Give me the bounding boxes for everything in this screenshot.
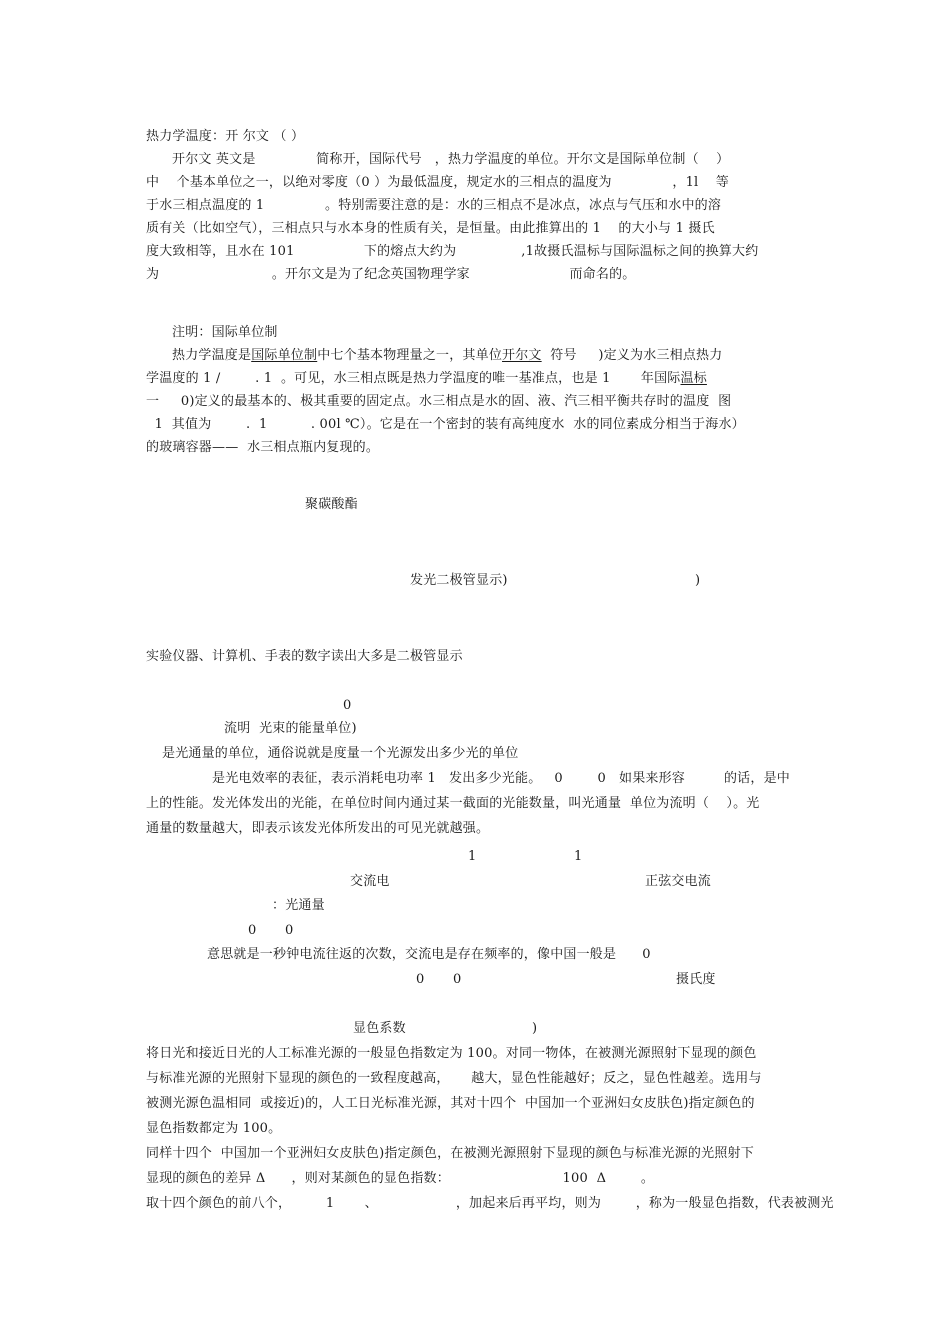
note-line-2-a: 学温度的 1 / . 1 。可见，水三相点既是热力学温度的唯一基准点，也是 1 年国际	[146, 371, 681, 386]
kelvin-line-4: 质有关（比如空气），三相点只与水本身的性质有关，是恒量。由此推算出的 1 的大小与 1 摄氏	[146, 221, 715, 236]
led-desc: 实验仪器、计算机、手表的数字读出大多是二极管显示	[146, 649, 463, 664]
luminous-flux-label: ：光通量	[272, 898, 325, 913]
link-kelvin[interactable]: 开尔文	[502, 348, 542, 363]
kelvin-line-3: 于水三相点温度的 1 。特别需要注意的是：水的三相点不是冰点，冰点与气压和水中的溶	[146, 198, 722, 213]
note-line-1-b: 中七个基本物理量之一，其单位	[317, 348, 503, 363]
kelvin-line-2: 中 个基本单位之一，以绝对零度（0 ）为最低温度，规定水的三相点的温度为 ，1l 等	[146, 175, 729, 190]
note-line-3: 一 0)定义的最基本的、极其重要的固定点。水三相点是水的固、液、汽三相平衡共存时的温度 图	[146, 394, 732, 409]
ac-desc: 意思就是一秒钟电流往返的次数，交流电是存在频率的，像中国一般是 0	[207, 947, 651, 962]
cri-title-paren: )	[532, 1021, 538, 1036]
ac-label: 交流电	[350, 874, 390, 889]
ac-zero-a: 0	[248, 923, 257, 938]
cri-line-3: 被测光源色温相同 或接近)的，人工日光标准光源，其对十四个 中国加一个亚洲妇女皮肤色)指定颜色的	[146, 1096, 755, 1111]
led-title: 发光二极管显示)	[410, 573, 508, 588]
lumen-line-4: 通量的数量越大，即表示该发光体所发出的可见光就越强。	[146, 821, 490, 836]
kelvin-line-1: 开尔文 英文是 简称开，国际代号 ，热力学温度的单位。开尔文是国际单位制（ ）	[172, 152, 730, 167]
note-line-5: 的玻璃容器—— 水三相点瓶内复现的。	[146, 440, 380, 455]
kelvin-line-5: 度大致相等，且水在 101 下的熔点大约为 ,1故摄氏温标与国际温标之间的换算大约	[146, 244, 759, 259]
polycarbonate-label: 聚碳酸酯	[305, 497, 358, 512]
link-temperature-scale[interactable]: 温标	[680, 371, 707, 386]
lumen-title: 流明 光束的能量单位)	[224, 721, 357, 736]
lumen-line-1: 是光通量的单位，通俗说就是度量一个光源发出多少光的单位	[162, 746, 519, 761]
cri-line-5: 同样十四个 中国加一个亚洲妇女皮肤色)指定颜色，在被测光源照射下显现的颜色与标准光源的光照射下	[146, 1146, 754, 1161]
note-line-1	[172, 347, 722, 365]
note-line-4: 1 其值为 . 1 . 00l ℃）。它是在一个密封的装有高纯度水 水的同位素成分相当于海水）	[146, 417, 745, 432]
cri-line-7: 取十四个颜色的前八个， 1 、 ，加起来后再平均，则为 ，称为一般显色指数，代表被测光	[146, 1196, 834, 1211]
cri-line-6: 显现的颜色的差异 Δ ，则对某颜色的显色指数： 100 Δ 。	[146, 1171, 655, 1186]
ac-zero-b: 0	[285, 923, 294, 938]
cri-line-2: 与标准光源的光照射下显现的颜色的一致程度越高， 越大，显色性能越好；反之，显色性越差。选用与	[146, 1071, 762, 1086]
lumen-one-b: 1	[574, 849, 583, 864]
ac-zero-d: 0	[453, 972, 462, 987]
lumen-line-2: 是光电效率的表征，表示消耗电功率 1 发出多少光能。 0 0 如果来形容 的话，是中	[212, 771, 790, 786]
lumen-line-3: 上的性能。发光体发出的光能，在单位时间内通过某一截面的光能数量，叫光通量 单位为流明（ ）。光	[146, 796, 760, 811]
link-si-units[interactable]: 国际单位制	[251, 348, 318, 363]
cri-line-1: 将日光和接近日光的人工标准光源的一般显色指数定为 100。对同一物体，在被测光源照射下显现的颜色	[146, 1046, 757, 1061]
cri-title: 显色系数	[353, 1021, 406, 1036]
lumen-one-a: 1	[468, 849, 477, 864]
ac-zero-c: 0	[416, 972, 425, 987]
note-line-2	[146, 370, 707, 388]
sine-ac-label: 正弦交电流	[645, 874, 712, 889]
kelvin-line-6: 为 。开尔文是为了纪念英国物理学家 而命名的。	[146, 267, 636, 282]
note-title: 注明：国际单位制	[172, 325, 278, 340]
celsius-label: 摄氏度	[676, 972, 716, 987]
led-title-paren: )	[695, 573, 701, 588]
kelvin-title: 热力学温度：开 尔文 （ ）	[146, 129, 305, 144]
note-line-1-c: 符号 )定义为水三相点热力	[541, 348, 723, 363]
note-line-1-a: 热力学温度是	[172, 348, 252, 363]
lumen-zero: 0	[343, 698, 352, 713]
cri-line-4: 显色指数都定为 100。	[146, 1121, 282, 1136]
